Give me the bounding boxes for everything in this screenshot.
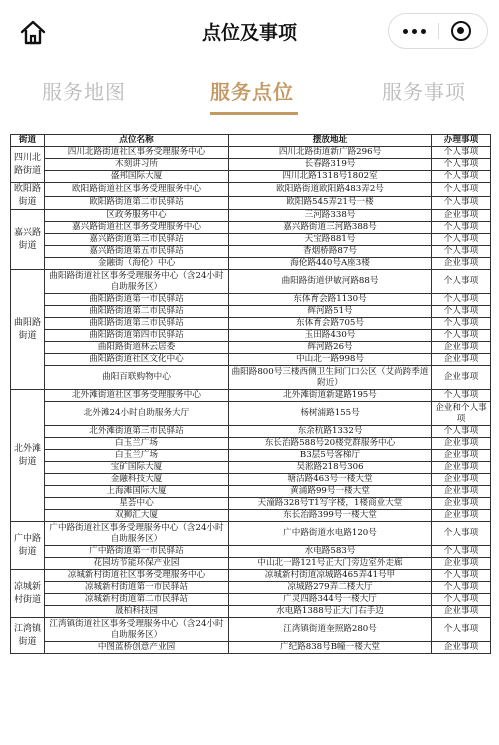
service-points-table: [10, 134, 490, 654]
tab-service-items[interactable]: 服务事项: [382, 80, 466, 104]
address-cell: 水电路583号: [229, 546, 432, 558]
point-name-cell: 宝矿国际大厦: [45, 462, 229, 474]
point-name-cell: 江湾镇街道社区事务受理服务中心（含24小时自助服务区）: [45, 618, 229, 642]
point-name-cell: 广中路街道社区事务受理服务中心（含24小时自助服务区）: [45, 522, 229, 546]
point-name-cell: 嘉兴路街道第五市民驿站: [45, 246, 229, 258]
address-cell: 凉城路279弄二楼大厅: [229, 582, 432, 594]
street-cell: 曲阳路街道: [11, 270, 45, 390]
table-row: [11, 510, 491, 522]
address-cell: 嘉兴路街道三河路388号: [229, 222, 432, 234]
address-cell: 曲阳路街道伊敏河路88号: [229, 270, 432, 294]
point-name-cell: 白玉兰广场: [45, 438, 229, 450]
table-row: [11, 222, 491, 234]
point-name-cell: 木刻讲习所: [45, 159, 229, 171]
page-title: 点位及事项: [201, 22, 297, 44]
address-cell: 三河路338号: [229, 210, 432, 222]
point-name-cell: 北外滩24小时自助服务大厅: [45, 402, 229, 426]
service-type-cell: 企业事项: [432, 366, 491, 390]
service-type-cell: 企业事项: [432, 474, 491, 486]
address-cell: 东体育会路705号: [229, 318, 432, 330]
table-row: [11, 196, 491, 210]
address-cell: 曲阳路800号三楼西侧卫生间门口公区（艾尚跨季道附近）: [229, 366, 432, 390]
mini-program-capsule: [388, 13, 488, 49]
service-type-cell: 个人事项: [432, 546, 491, 558]
capsule-divider: [438, 23, 439, 39]
service-type-cell: 个人事项: [432, 183, 491, 197]
point-name-cell: 盛邦国际大厦: [45, 171, 229, 183]
table-row: [11, 258, 491, 270]
table-row: [11, 294, 491, 306]
address-cell: 北外滩街道新建路195号: [229, 390, 432, 402]
point-name-cell: 花园坊节能环保产业园: [45, 558, 229, 570]
point-name-cell: 晟柏科技园: [45, 606, 229, 618]
address-cell: 黄浦路99号一楼大堂: [229, 486, 432, 498]
point-name-cell: 曲阳路街道第四市民驿站: [45, 330, 229, 342]
address-cell: B3层5号客梯厅: [229, 450, 432, 462]
service-type-cell: 个人事项: [432, 522, 491, 546]
table-row: [11, 270, 491, 294]
point-name-cell: 白玉兰广场: [45, 450, 229, 462]
table-row: [11, 402, 491, 426]
tab-bar: [0, 66, 499, 118]
table-row: [11, 330, 491, 342]
service-type-cell: 企业事项: [432, 438, 491, 450]
header-address: 摆放地址: [229, 135, 432, 147]
active-tab-indicator: [210, 112, 298, 115]
point-name-cell: 上海滩国际大厦: [45, 486, 229, 498]
address-cell: 广纪路838号B幢一楼大堂: [229, 642, 432, 654]
table-row: [11, 594, 491, 606]
street-cell: 欧阳路街道: [11, 183, 45, 210]
address-cell: 广灵四路344号一楼大厅: [229, 594, 432, 606]
address-cell: 中山北一路998号: [229, 354, 432, 366]
table-row: [11, 147, 491, 159]
address-cell: 水电路1388号正大门右手边: [229, 606, 432, 618]
point-name-cell: 区政务服务中心: [45, 210, 229, 222]
service-type-cell: 个人事项: [432, 582, 491, 594]
table-row: [11, 486, 491, 498]
table-row: [11, 210, 491, 222]
point-name-cell: 北外滩街道社区事务受理服务中心: [45, 390, 229, 402]
address-cell: 江湾镇街道奎照路280号: [229, 618, 432, 642]
address-cell: 吴淞路218号306: [229, 462, 432, 474]
service-type-cell: 个人事项: [432, 147, 491, 159]
table-row: [11, 522, 491, 546]
address-cell: 凉城新村街道凉城路465弄41号甲: [229, 570, 432, 582]
point-name-cell: 曲阳路街道林云居委: [45, 342, 229, 354]
address-cell: 欧阳路545弄21号一楼: [229, 196, 432, 210]
service-type-cell: 企业事项: [432, 486, 491, 498]
service-type-cell: 个人事项: [432, 390, 491, 402]
service-type-cell: 企业事项: [432, 354, 491, 366]
street-cell: 北外滩街道: [11, 390, 45, 522]
address-cell: 玉田路430号: [229, 330, 432, 342]
service-type-cell: 个人事项: [432, 294, 491, 306]
address-cell: 东体育会路1130号: [229, 294, 432, 306]
service-type-cell: 企业事项: [432, 450, 491, 462]
table-row: [11, 498, 491, 510]
header-street: 街道: [11, 135, 45, 147]
service-type-cell: 企业事项: [432, 258, 491, 270]
point-name-cell: 曲阳百联购物中心: [45, 366, 229, 390]
table-row: [11, 606, 491, 618]
address-cell: 四川北路1318号1802室: [229, 171, 432, 183]
address-cell: 广中路街道水电路120号: [229, 522, 432, 546]
tab-service-points[interactable]: 服务点位: [210, 80, 294, 104]
address-cell: 东长治路399号一楼大堂: [229, 510, 432, 522]
service-type-cell: 企业事项: [432, 642, 491, 654]
header-point-name: 点位名称: [45, 135, 229, 147]
street-cell: 江湾镇街道: [11, 618, 45, 654]
service-type-cell: 企业事项: [432, 510, 491, 522]
service-type-cell: 个人事项: [432, 618, 491, 642]
table-row: [11, 462, 491, 474]
table-row: [11, 438, 491, 450]
top-bar: [0, 0, 499, 66]
service-type-cell: 个人事项: [432, 426, 491, 438]
header-service-type: 办理事项: [432, 135, 491, 147]
table-row: [11, 246, 491, 258]
service-type-cell: 企业事项: [432, 558, 491, 570]
address-cell: 长春路319号: [229, 159, 432, 171]
point-name-cell: 欧阳路街道第二市民驿站: [45, 196, 229, 210]
tab-service-map[interactable]: 服务地图: [42, 80, 126, 104]
more-dots-icon[interactable]: [389, 14, 439, 48]
service-type-cell: 个人事项: [432, 330, 491, 342]
table-row: [11, 318, 491, 330]
point-name-cell: 四川北路街道社区事务受理服务中心: [45, 147, 229, 159]
table-row: [11, 474, 491, 486]
service-type-cell: 个人事项: [432, 234, 491, 246]
point-name-cell: 金融街（海伦）中心: [45, 258, 229, 270]
address-cell: 塘沽路463号一楼大堂: [229, 474, 432, 486]
table-row: [11, 570, 491, 582]
service-type-cell: 个人事项: [432, 594, 491, 606]
table-row: [11, 183, 491, 197]
point-name-cell: 曲阳路街道第三市民驿站: [45, 318, 229, 330]
point-name-cell: 欧阳路街道社区事务受理服务中心: [45, 183, 229, 197]
table-row: [11, 558, 491, 570]
street-cell: 广中路街道: [11, 522, 45, 570]
street-cell: 嘉兴路街道: [11, 210, 45, 270]
table-row: [11, 171, 491, 183]
table-row: [11, 354, 491, 366]
street-cell: 凉城新村街道: [11, 570, 45, 618]
address-cell: 辉河路51号: [229, 306, 432, 318]
street-cell: 四川北路街道: [11, 147, 45, 183]
service-type-cell: 个人事项: [432, 306, 491, 318]
address-cell: 杨树浦路155号: [229, 402, 432, 426]
service-type-cell: 企业事项: [432, 342, 491, 354]
table-row: [11, 234, 491, 246]
point-name-cell: 曲阳路街道社区事务受理服务中心（含24小时自助服务区）: [45, 270, 229, 294]
service-type-cell: 企业事项: [432, 498, 491, 510]
service-type-cell: 个人事项: [432, 196, 491, 210]
target-close-icon[interactable]: [451, 21, 471, 41]
service-type-cell: 企业和个人事项: [432, 402, 491, 426]
address-cell: 四川北路街道新广路296号: [229, 147, 432, 159]
point-name-cell: 北外滩街道第三市民驿站: [45, 426, 229, 438]
service-type-cell: 个人事项: [432, 246, 491, 258]
point-name-cell: 凉城新村街道第一市民驿站: [45, 582, 229, 594]
address-cell: 天潼路328号T1写字楼，1楼商业大堂: [229, 498, 432, 510]
service-type-cell: 个人事项: [432, 318, 491, 330]
service-type-cell: 个人事项: [432, 270, 491, 294]
service-type-cell: 个人事项: [432, 159, 491, 171]
address-cell: 东长治路588号20楼党群服务中心: [229, 438, 432, 450]
point-name-cell: 曲阳路街道社区文化中心: [45, 354, 229, 366]
table-row: [11, 306, 491, 318]
table-row: [11, 546, 491, 558]
address-cell: 欧阳路街道欧阳路483弄2号: [229, 183, 432, 197]
point-name-cell: 嘉兴路街道第三市民驿站: [45, 234, 229, 246]
point-name-cell: 星荟中心: [45, 498, 229, 510]
table-row: [11, 426, 491, 438]
table-row: [11, 342, 491, 354]
service-type-cell: 个人事项: [432, 222, 491, 234]
address-cell: 海伦路440号A座3楼: [229, 258, 432, 270]
service-type-cell: 企业事项: [432, 606, 491, 618]
point-name-cell: 金融科技大厦: [45, 474, 229, 486]
service-type-cell: 个人事项: [432, 171, 491, 183]
table-row: [11, 618, 491, 642]
service-type-cell: 企业事项: [432, 210, 491, 222]
point-name-cell: 中图蓝桥创意产业园: [45, 642, 229, 654]
address-cell: 天宝路881号: [229, 234, 432, 246]
table-row: [11, 582, 491, 594]
point-name-cell: 凉城新村街道社区事务受理服务中心: [45, 570, 229, 582]
service-type-cell: 个人事项: [432, 570, 491, 582]
table-row: [11, 159, 491, 171]
address-cell: 中山北一路121号正大门旁边室外走廊: [229, 558, 432, 570]
point-name-cell: 双狮汇大厦: [45, 510, 229, 522]
table-row: [11, 366, 491, 390]
address-cell: 香烟桥路87号: [229, 246, 432, 258]
point-name-cell: 曲阳路街道第二市民驿站: [45, 306, 229, 318]
address-cell: 东余杭路1332号: [229, 426, 432, 438]
point-name-cell: 嘉兴路街道社区事务受理服务中心: [45, 222, 229, 234]
service-type-cell: 企业事项: [432, 462, 491, 474]
point-name-cell: 凉城新村街道第二市民驿站: [45, 594, 229, 606]
point-name-cell: 广中路街道第一市民驿站: [45, 546, 229, 558]
table-row: [11, 450, 491, 462]
table-row: [11, 390, 491, 402]
point-name-cell: 曲阳路街道第一市民驿站: [45, 294, 229, 306]
address-cell: 辉河路26号: [229, 342, 432, 354]
table-row: [11, 642, 491, 654]
table-body: [11, 147, 491, 654]
